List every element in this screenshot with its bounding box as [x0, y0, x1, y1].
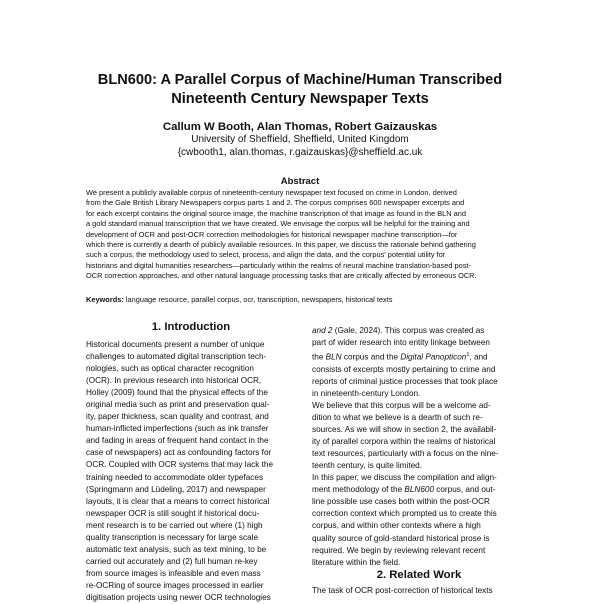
left-column-text	[86, 339, 300, 604]
body-text: ment methodology of the	[312, 485, 405, 495]
keywords-label: Keywords:	[86, 295, 124, 304]
abstract-line: OCR correction approaches, and other natural language processing tasks that are critically affected by erroneous OCR.	[86, 271, 477, 281]
body-line: digitisation projects using newer OCR technologies	[86, 592, 271, 602]
author-emails: {cwbooth1, alan.thomas, r.gaizauskas}@sheffield.ac.uk	[177, 147, 423, 158]
body-line: consists of excerpts mostly pertaining to crime and	[312, 364, 496, 374]
section-heading-introduction: 1. Introduction	[151, 321, 231, 333]
abstract-line: historians and digital humanities researchers—particularly within the realms of neural machine translation-based post-	[86, 260, 471, 270]
abstract-line: for each excerpt contains the original source image, the machine transcription of that image as found in the BLN and	[86, 208, 467, 218]
body-line: required. We begin by reviewing relevant recent	[312, 545, 486, 555]
body-line: Historical documents present a number of unique	[86, 340, 265, 349]
body-line: ment research is to be carried out where (1) high	[86, 520, 263, 530]
body-line: re-OCRing of source images processed in earlier	[86, 580, 264, 590]
body-line: from source images is infeasible and even mass	[86, 568, 261, 578]
body-text: the	[312, 352, 326, 362]
body-line: case of newspapers) act as confounding factors for	[86, 448, 272, 458]
body-line: original media such as print and preservation qual-	[86, 400, 270, 410]
body-line: Holley (2009) found that the physical effects of the	[86, 388, 268, 398]
affiliation: University of Sheffield, Sheffield, United Kingdom	[191, 134, 409, 145]
body-line: literature within the field.	[312, 557, 401, 567]
body-line: training needed to accommodate older typefaces	[86, 472, 264, 482]
body-line: OCR. Coupled with OCR systems that may lack the	[86, 460, 274, 470]
body-line: newspaper OCR is still sought if historical docu-	[86, 508, 260, 518]
italic-text: BLN600	[404, 485, 434, 495]
body-line: sources. As we will show in section 2, the availabil-	[312, 425, 497, 435]
body-text: , and	[469, 352, 488, 362]
body-line: automatic text analysis, such as text mining, to be	[86, 544, 267, 554]
body-line: quality source of gold-standard historical prose is	[312, 533, 490, 543]
body-line: text resources, particularly with a focus on the nine-	[312, 449, 499, 459]
body-text: corpus and the	[341, 352, 401, 362]
abstract-heading: Abstract	[280, 176, 320, 187]
abstract-line: development of OCR and post-OCR correction methodologies for historical newspaper machine transcription—for	[86, 229, 458, 239]
body-text: (Gale, 2024). This corpus was created as	[332, 326, 485, 335]
abstract-line: We present a publicly available corpus of nineteenth-century newspaper text focused on crime in London, derived	[86, 188, 457, 197]
section-heading-related-work: 2. Related Work	[376, 569, 462, 581]
title-line-2: Nineteenth Century Newspaper Texts	[171, 91, 429, 107]
abstract-line: such a corpus, the methodology used to select, process, and align the data, and the corpus' potential utility for	[86, 250, 446, 260]
body-line: In this paper, we discuss the compilation and align-	[312, 473, 497, 483]
body-line: quality transcription is necessary for large scale	[86, 532, 259, 542]
body-line	[312, 484, 528, 496]
author-list: Callum W Booth, Alan Thomas, Robert Gaizauskas	[162, 121, 438, 133]
body-line: line possible use cases both within the post-OCR	[312, 497, 490, 507]
body-line: nologies, such as optical character recognition	[86, 364, 254, 374]
italic-text: BLN	[325, 352, 342, 362]
keywords	[86, 295, 526, 305]
body-line: (OCR). In previous research into historical OCR,	[86, 376, 262, 386]
italic-text: Digital Panopticon	[400, 352, 467, 362]
body-line	[312, 325, 528, 337]
paper-title	[40, 71, 560, 109]
body-line: human-inflicted imperfections (such as ink transfer	[86, 424, 269, 434]
body-line: and fading in areas of frequent hand contact in the	[86, 436, 269, 446]
body-line: carried out accurately and (2) full human re-key	[86, 556, 258, 566]
abstract-line: a gold standard manual transcription that we have created. We envisage the corpus will be helpful for the training and	[86, 219, 470, 229]
keywords-text: language resource, parallel corpus, ocr, transcription, newspapers, historical texts	[125, 295, 393, 304]
title-line-1: BLN600: A Parallel Corpus of Machine/Human Transcribed	[97, 72, 503, 88]
body-line: in nineteenth-century London.	[312, 388, 421, 398]
body-line: challenges to automated digital transcription tech-	[86, 352, 267, 362]
body-text: corpus, and out-	[434, 485, 496, 495]
body-line: ity, paper thickness, scan quality and contrast, and	[86, 412, 269, 422]
right-column-text	[312, 325, 528, 569]
body-line: (Springmann and Lüdeling, 2017) and newspaper	[86, 484, 266, 494]
body-line: teenth century, is quite limited.	[312, 461, 422, 471]
body-line: The task of OCR post-correction of historical texts	[312, 586, 493, 595]
body-line: We believe that this corpus will be a welcome ad-	[312, 401, 491, 411]
italic-text: and 2	[312, 326, 333, 335]
body-line: ity of parallel corpora within the realms of historical	[312, 437, 496, 447]
body-line: corpus, and within other contexts where a high	[312, 521, 481, 531]
right-column-text-2	[312, 585, 528, 597]
body-line: layouts, it is clear that a means to correct historical	[86, 496, 270, 506]
body-line: reports of criminal justice processes that took place	[312, 376, 498, 386]
body-line: correction context which prompted us to create this	[312, 509, 497, 519]
body-line: part of wider research into entity linkage between	[312, 338, 490, 348]
footnote-mark: 1	[466, 352, 470, 359]
abstract-line: which there is currently a dearth of publicly available resources. In this paper, we discuss the rationale behind gathering	[86, 240, 476, 250]
abstract-line: from the Gale British Library Newspapers corpus parts 1 and 2. The corpus comprises 600 newspaper excerpts and	[86, 198, 465, 208]
body-line	[312, 349, 528, 364]
abstract-body	[86, 188, 526, 282]
body-line: dition to what we believe is a dearth of such re-	[312, 413, 483, 423]
